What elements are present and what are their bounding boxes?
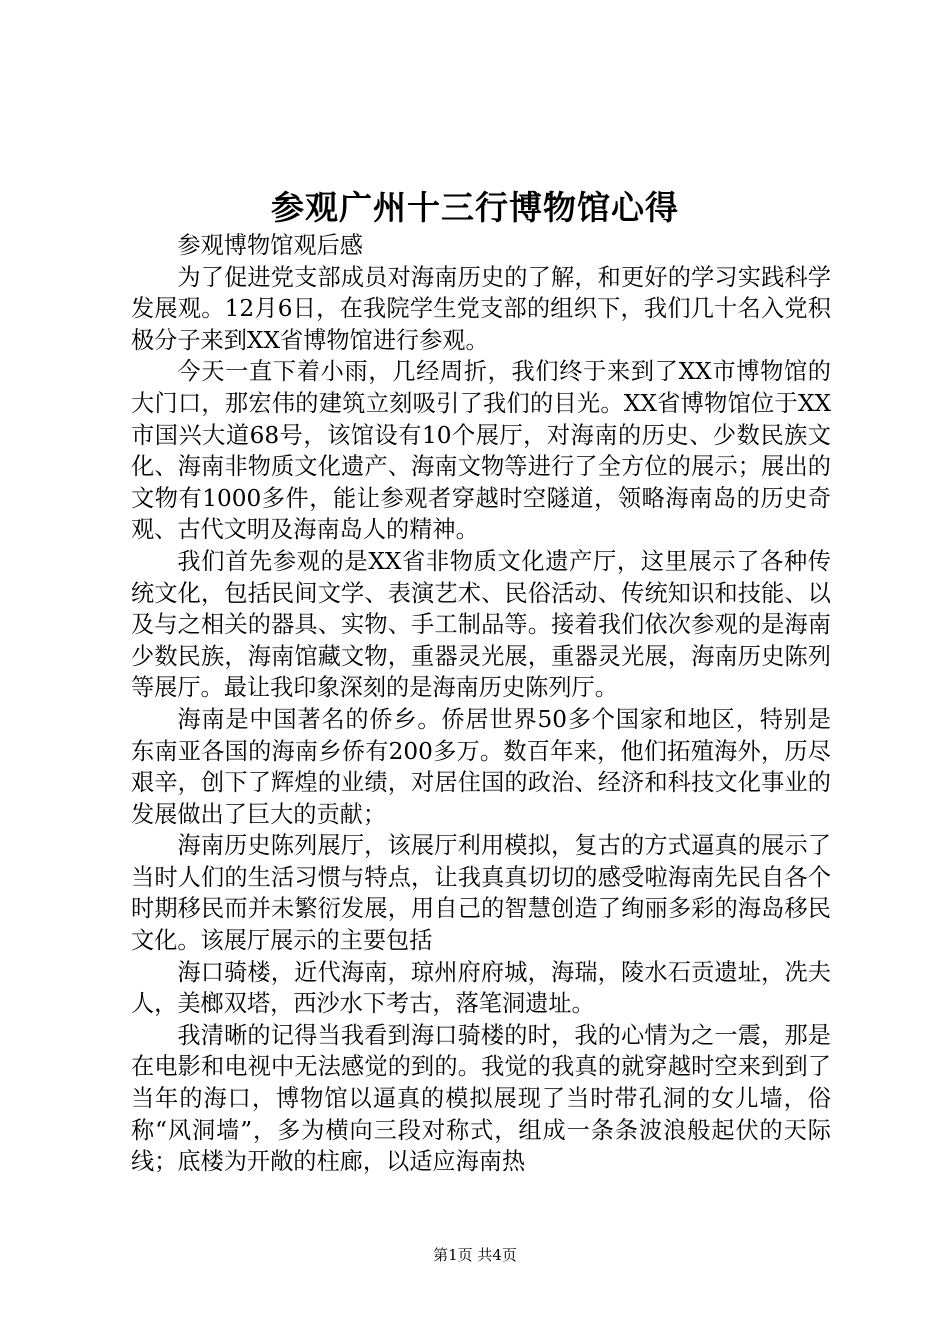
- document-body: [131, 230, 831, 1178]
- page-number-footer: 第1页 共4页: [433, 1246, 517, 1264]
- paragraph: 为了促进党支部成员对海南历史的了解，和更好的学习实践科学发展观。12月6日，在我院学生党支部的组织下，我们几十名入党积极分子来到XX省博物馆进行参观。: [131, 263, 831, 354]
- paragraph: 我清晰的记得当我看到海口骑楼的时，我的心情为之一震，那是在电影和电视中无法感觉的到的。我觉的我真的就穿越时空来到到了当年的海口，博物馆以逼真的模拟展现了当时带孔洞的女儿墙，俗称“风洞墙”，多为横向三段对称式，组成一条条波浪般起伏的天际线；底楼为开敞的柱廊，以适应海南热: [131, 1021, 831, 1176]
- document-title: 参观广州十三行博物馆心得: [271, 188, 679, 227]
- paragraph: 海口骑楼，近代海南，琼州府府城，海瑞，陵水石贡遗址，冼夫人，美榔双塔，西沙水下考古，落笔洞遗址。: [131, 958, 831, 1018]
- paragraph: 海南是中国著名的侨乡。侨居世界50多个国家和地区，特别是东南亚各国的海南乡侨有200多万。数百年来，他们拓殖海外，历尽艰辛，创下了辉煌的业绩，对居住国的政治、经济和科技文化事业的发展做出了巨大的贡献；: [131, 705, 831, 828]
- paragraph-subtitle: 参观博物馆观后感: [177, 232, 363, 259]
- paragraph: 今天一直下着小雨，几经周折，我们终于来到了XX市博物馆的大门口，那宏伟的建筑立刻吸引了我们的目光。XX省博物馆位于XX市国兴大道68号，该馆设有10个展厅，对海南的历史、少数民族文化、海南非物质文化遗产、海南文物等进行了全方位的展示；展出的文物有1000多件，能让参观者穿越时空隧道，领略海南岛的历史奇观、古代文明及海南岛人的精神。: [131, 358, 831, 544]
- paragraph: 我们首先参观的是XX省非物质文化遗产厅，这里展示了各种传统文化，包括民间文学、表演艺术、民俗活动、传统知识和技能、以及与之相关的器具、实物、手工制品等。接着我们依次参观的是海南少数民族，海南馆藏文物，重器灵光展，重器灵光展，海南历史陈列等展厅。最让我印象深刻的是海南历史陈列厅。: [131, 547, 831, 702]
- paragraph: 海南历史陈列展厅，该展厅利用模拟，复古的方式逼真的展示了当时人们的生活习惯与特点，让我真真切切的感受啦海南先民自各个时期移民而并未繁衍发展，用自己的智慧创造了绚丽多彩的海岛移民文化。该展厅展示的主要包括: [131, 832, 831, 955]
